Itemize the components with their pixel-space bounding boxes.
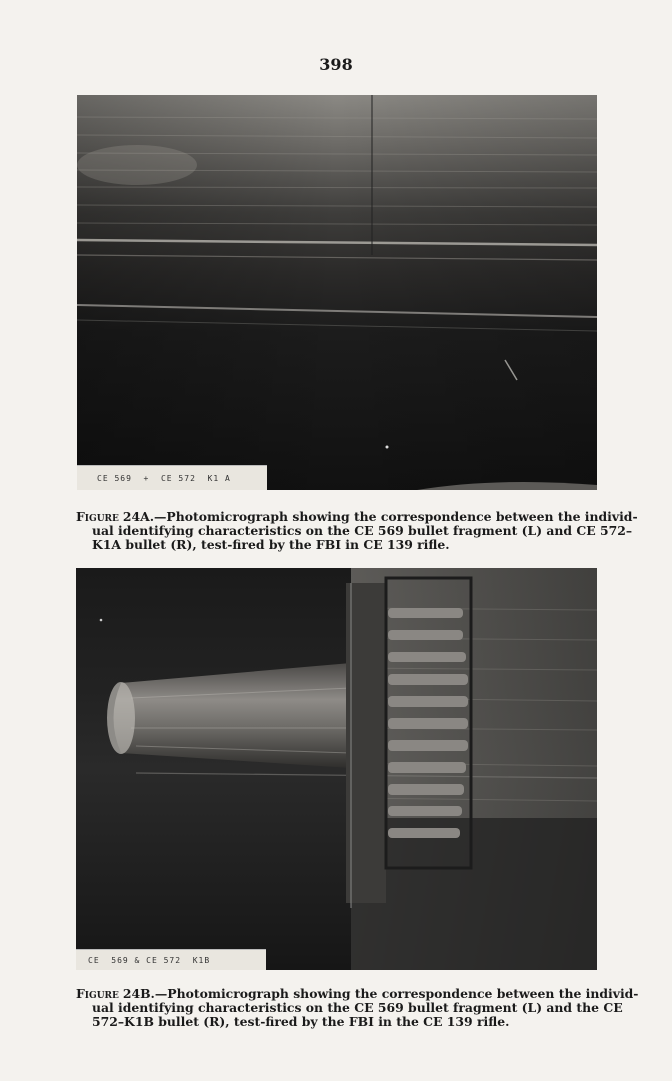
figure-prefix: Figure [76, 986, 119, 1001]
caption-line-1: —Photomicrograph showing the correspondence between the individ- [154, 509, 638, 524]
figure-number: 24A. [122, 509, 155, 524]
caption-line-3: 572–K1B bullet (R), test-fired by the FBI in the CE 139 rifle. [92, 1014, 510, 1029]
caption-line-3: K1A bullet (R), test-fired by the FBI in CE 139 rifle. [92, 537, 450, 552]
caption-line-1: —Photomicrograph showing the correspondence between the individ- [154, 986, 639, 1001]
specimen-label-strip [76, 949, 266, 970]
photomicrograph-24b-image [76, 568, 597, 970]
photomicrograph-24a [77, 95, 597, 490]
figure-number: 24B. [122, 986, 155, 1001]
specimen-label-strip [77, 465, 267, 490]
photomicrograph-24b [76, 568, 597, 970]
figure-caption-24b [76, 986, 639, 1029]
figure-prefix: Figure [76, 509, 119, 524]
page-number: 398 [319, 55, 353, 74]
caption-line-2: ual identifying characteristics on the CE 569 bullet fragment (L) and CE 572– [92, 523, 633, 538]
caption-line-2: ual identifying characteristics on the CE 569 bullet fragment (L) and the CE [92, 1000, 623, 1015]
specimen-label-text: CE 569 + CE 572 K1 A [97, 474, 231, 483]
figure-caption-24a [76, 509, 638, 552]
photomicrograph-24a-image [77, 95, 597, 490]
specimen-label-text: CE 569 & CE 572 K1B [88, 956, 211, 965]
